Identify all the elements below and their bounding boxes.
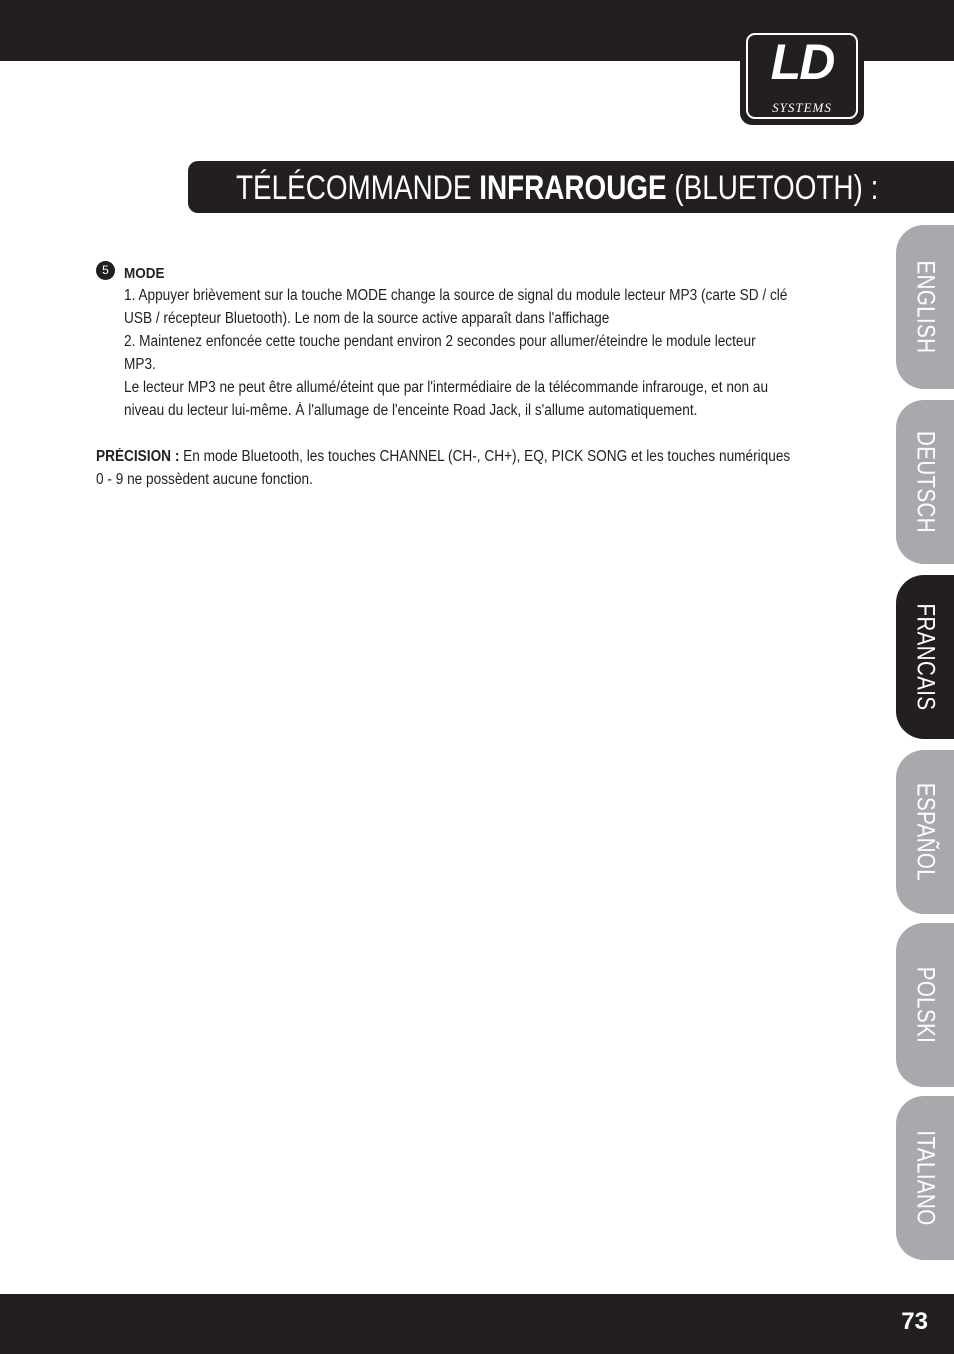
main-content	[96, 258, 866, 491]
mode-line-1: 1. Appuyer brièvement sur la touche MODE change la source de signal du module lecteur MP3 (carte SD / clé	[124, 287, 788, 304]
item-number-badge: 5	[96, 261, 115, 280]
title-part-1: TÉLÉCOMMANDE	[236, 169, 480, 207]
mode-line-4: MP3.	[124, 356, 156, 373]
precision-note	[96, 445, 866, 491]
tab-deutsch[interactable]	[896, 400, 954, 564]
mode-description	[124, 284, 866, 422]
page-number: 73	[901, 1308, 928, 1335]
mode-line-2: USB / récepteur Bluetooth). Le nom de la source active apparaît dans l'affichage	[124, 310, 610, 327]
tab-label: ENGLISH	[911, 260, 940, 354]
mode-line-6: niveau du lecteur lui-même. À l'allumage de l'enceinte Road Jack, il s'allume automatiquement.	[124, 402, 698, 419]
tab-francais[interactable]	[896, 575, 954, 739]
tab-polski[interactable]	[896, 923, 954, 1087]
mode-line-3: 2. Maintenez enfoncée cette touche pendant environ 2 secondes pour allumer/éteindre le module lecteur	[124, 333, 756, 350]
title-part-2: (BLUETOOTH) :	[666, 169, 879, 207]
note-text-1: En mode Bluetooth, les touches CHANNEL (CH-, CH+), EQ, PICK SONG et les touches numériques	[179, 448, 791, 465]
mode-line-5: Le lecteur MP3 ne peut être allumé/éteint que par l'intermédiaire de la télécommande infrarouge, et non au	[124, 379, 769, 396]
tab-italiano[interactable]	[896, 1096, 954, 1260]
tab-label: FRANCAIS	[911, 603, 940, 711]
title-part-bold: INFRAROUGE	[479, 169, 667, 207]
tab-label: ITALIANO	[911, 1130, 940, 1226]
logo-main-text: LD	[770, 34, 834, 90]
ld-systems-logo	[740, 27, 864, 125]
tab-label: DEUTSCH	[911, 431, 940, 533]
mode-section-heading	[96, 258, 866, 284]
logo-sub-text: SYSTEMS	[772, 100, 832, 115]
section-title-bar	[188, 161, 954, 213]
note-line-2: 0 - 9 ne possèdent aucune fonction.	[96, 471, 313, 488]
bottom-bar	[0, 1294, 954, 1354]
mode-title: MODE	[124, 265, 165, 282]
note-label: PRÉCISION :	[96, 448, 180, 465]
tab-label: POLSKI	[911, 966, 940, 1044]
page-title	[236, 161, 878, 215]
tab-label: ESPAÑOL	[911, 782, 940, 882]
tab-espanol[interactable]	[896, 750, 954, 914]
note-line-1	[96, 445, 866, 468]
tab-english[interactable]	[896, 225, 954, 389]
